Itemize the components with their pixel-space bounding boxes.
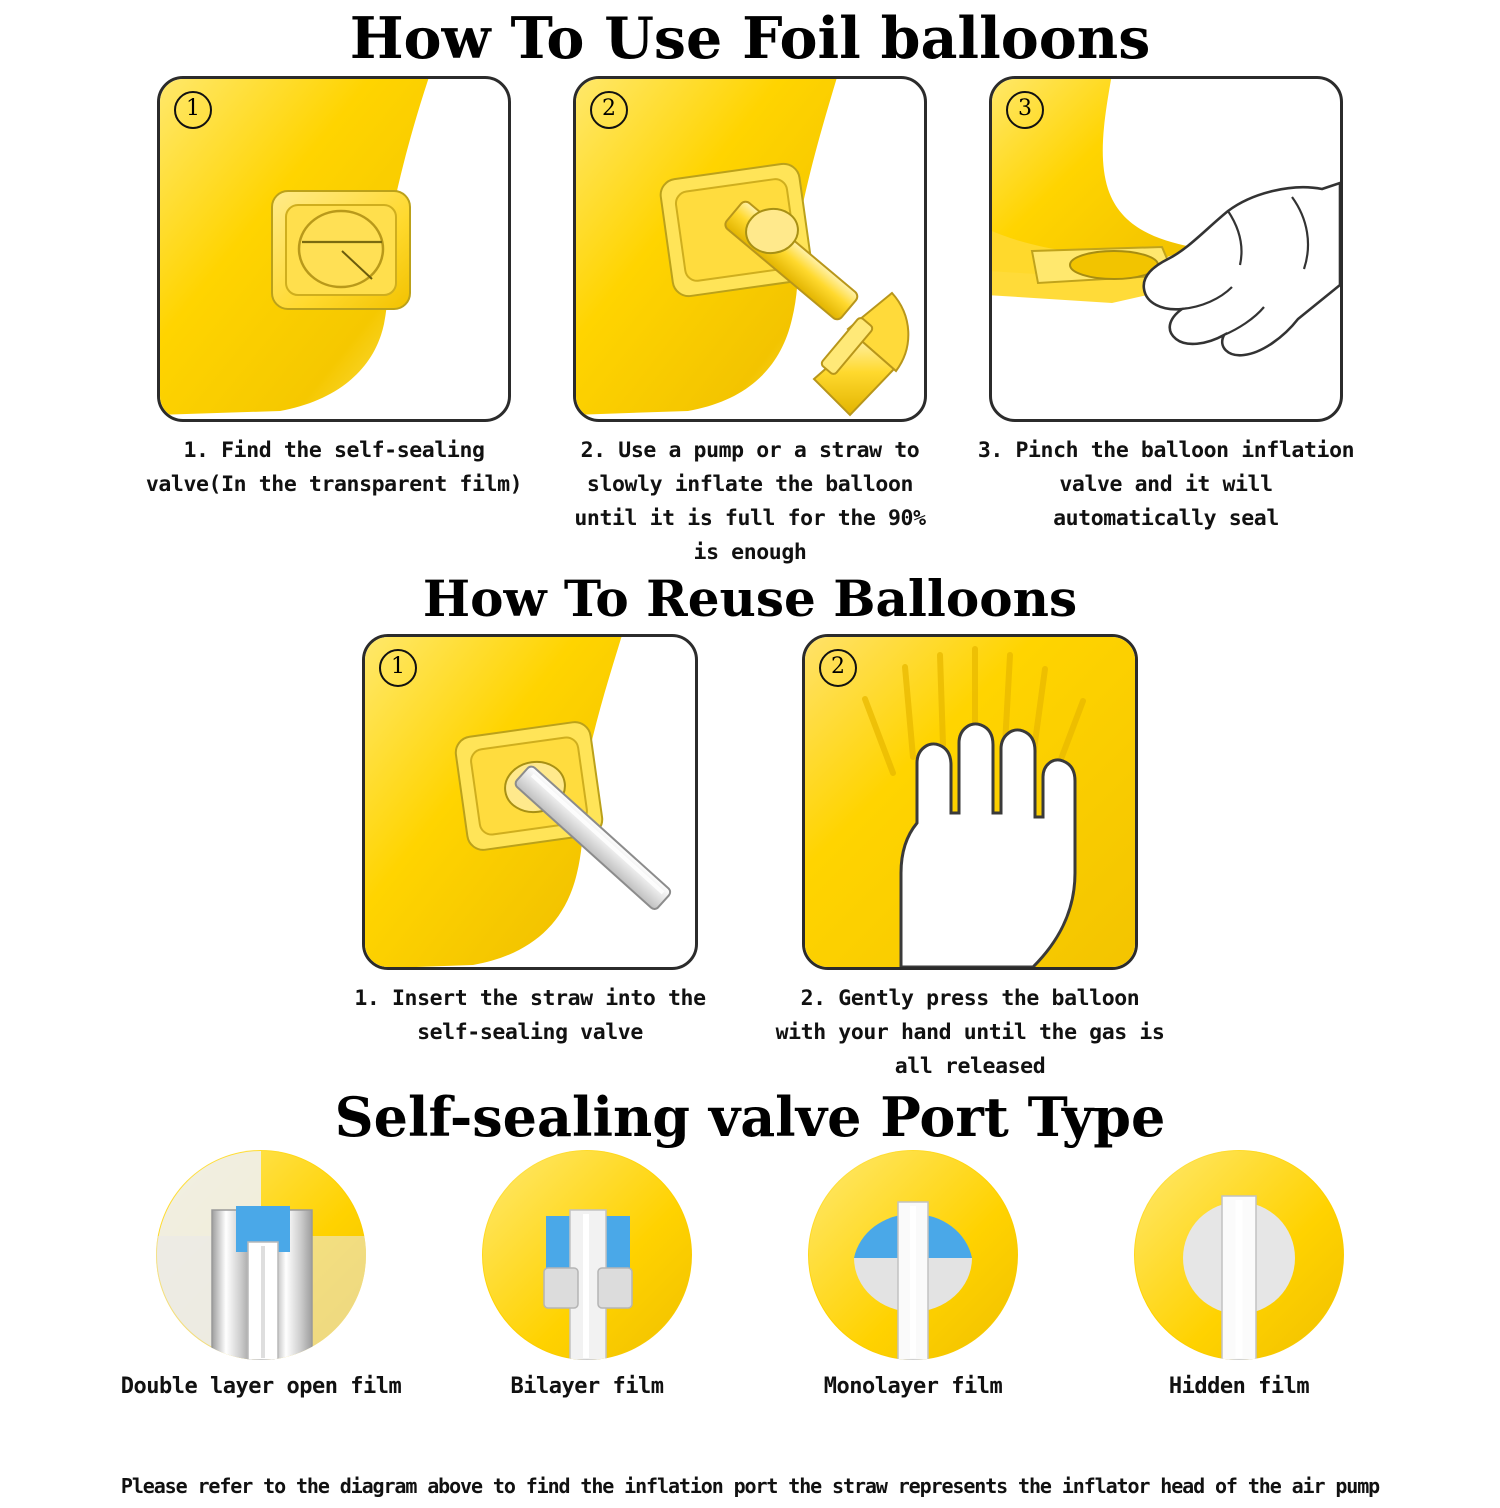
foil-step-1-caption: 1. Find the self-sealing valve(In the transparent film)	[145, 438, 523, 497]
foil-step-2-caption: 2. Use a pump or a straw to slowly inflate the balloon until it is full for the 90% is enough	[574, 438, 926, 565]
reuse-steps-row	[0, 634, 1500, 1084]
step-number-badge: 2	[590, 91, 628, 129]
valve-cross-section-3	[808, 1150, 1018, 1360]
foil-step-2-illustration	[573, 76, 927, 422]
hidden-film-illustration	[1134, 1150, 1344, 1360]
balloon-valve-diagram-1	[160, 79, 508, 419]
double-layer-open-film-illustration	[156, 1150, 366, 1360]
port-type-row	[0, 1150, 1500, 1399]
step-number-badge: 2	[819, 649, 857, 687]
foil-step-1	[144, 76, 524, 502]
reuse-step-1	[330, 634, 730, 1050]
port-type-label-4: Hidden film	[1168, 1374, 1310, 1399]
reuse-step-2-illustration	[802, 634, 1138, 970]
balloon-inflation-diagram	[576, 79, 924, 419]
reuse-step-2	[770, 634, 1170, 1084]
section-title-reuse: How To Reuse Balloons	[422, 569, 1078, 628]
insert-straw-diagram	[365, 637, 695, 967]
port-type-item-3	[763, 1150, 1063, 1399]
foil-step-1-illustration	[157, 76, 511, 422]
port-type-item-4	[1089, 1150, 1389, 1399]
valve-cross-section-1	[156, 1150, 366, 1360]
section-title-foil: How To Use Foil balloons	[349, 5, 1151, 72]
reuse-step-1-illustration	[362, 634, 698, 970]
port-type-item-2	[437, 1150, 737, 1399]
foil-step-3-illustration	[989, 76, 1343, 422]
valve-cross-section-2	[482, 1150, 692, 1360]
monolayer-film-illustration	[808, 1150, 1018, 1360]
infographic-page	[0, 5, 1500, 1508]
port-type-label-3: Monolayer film	[823, 1374, 1003, 1399]
bilayer-film-illustration	[482, 1150, 692, 1360]
press-balloon-hand-diagram	[805, 637, 1135, 967]
section-title-port-type: Self-sealing valve Port Type	[334, 1085, 1166, 1149]
port-type-label-2: Bilayer film	[510, 1374, 664, 1399]
foil-step-2	[560, 76, 940, 570]
foil-steps-row	[0, 76, 1500, 570]
step-number-badge: 3	[1006, 91, 1044, 129]
pinch-valve-hand-diagram	[992, 79, 1340, 419]
reuse-step-2-caption: 2. Gently press the balloon with your hand until the gas is all released	[775, 986, 1165, 1079]
port-type-label-1: Double layer open film	[120, 1374, 402, 1399]
step-number-badge: 1	[379, 649, 417, 687]
footnote-text: Please refer to the diagram above to find the inflation port the straw represents the inflator head of the air pump	[120, 1474, 1380, 1498]
foil-step-3-caption: 3. Pinch the balloon inflation valve and it will automatically seal	[977, 438, 1355, 531]
valve-cross-section-4	[1134, 1150, 1344, 1360]
port-type-item-1	[111, 1150, 411, 1399]
foil-step-3	[976, 76, 1356, 536]
step-number-badge: 1	[174, 91, 212, 129]
reuse-step-1-caption: 1. Insert the straw into the self-sealing valve	[354, 986, 706, 1045]
